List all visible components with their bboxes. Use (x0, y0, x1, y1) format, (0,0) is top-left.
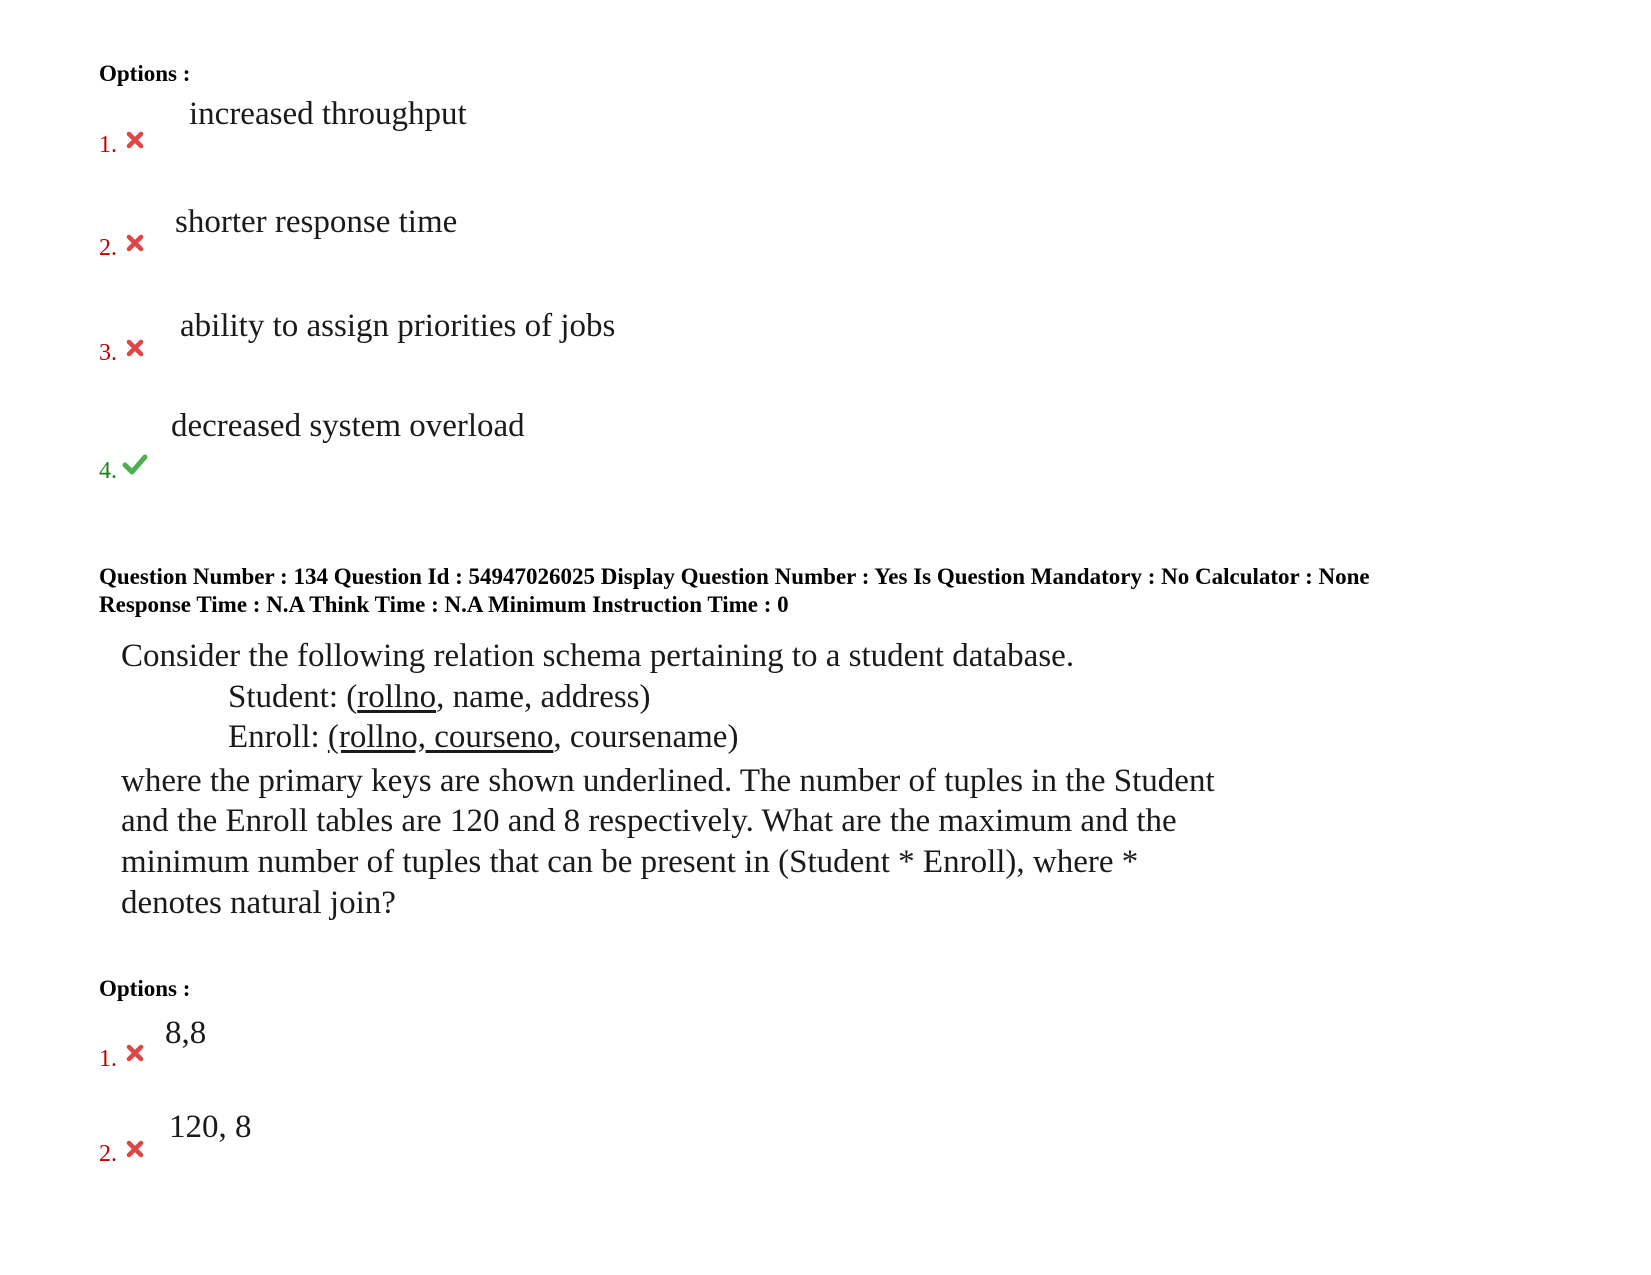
primary-key: (rollno, courseno (327, 719, 554, 755)
cross-icon (125, 130, 145, 150)
option-number: 1. (99, 1046, 117, 1072)
question-text-line: where the primary keys are shown underlined. The number of tuples in the Student (121, 763, 1215, 799)
option-number: 4. (99, 458, 117, 484)
option-text: decreased system overload (171, 408, 525, 444)
question-meta-line-2: Response Time : N.A Think Time : N.A Minimum Instruction Time : 0 (99, 592, 789, 617)
option-number: 3. (99, 340, 117, 366)
schema-name: Enroll: (228, 719, 328, 755)
option-text: ability to assign priorities of jobs (180, 308, 616, 344)
option-text: 120, 8 (169, 1109, 252, 1145)
option-number: 1. (99, 132, 117, 158)
schema-name: Student: (228, 679, 347, 715)
question-intro: Consider the following relation schema pertaining to a student database. (121, 638, 1075, 674)
check-icon (122, 453, 148, 475)
cross-icon (125, 338, 145, 358)
question-meta (99, 563, 1370, 619)
question-text-line: denotes natural join? (121, 885, 396, 921)
schema-attributes: , coursename) (553, 719, 739, 755)
cross-icon (125, 1139, 145, 1159)
option-text: shorter response time (175, 204, 458, 240)
option-text: increased throughput (189, 96, 467, 132)
options-label: Options : (99, 976, 191, 1001)
option-number: 2. (99, 1141, 117, 1167)
cross-icon (125, 233, 145, 253)
student-schema (228, 681, 651, 714)
enroll-schema (228, 721, 738, 754)
option-number: 2. (99, 235, 117, 261)
options-label: Options : (99, 61, 191, 86)
question-text-line: and the Enroll tables are 120 and 8 respectively. What are the maximum and the (121, 803, 1177, 839)
option-text: 8,8 (165, 1015, 207, 1051)
question-text-line: minimum number of tuples that can be present in (Student * Enroll), where * (121, 844, 1139, 880)
cross-icon (125, 1043, 145, 1063)
schema-attributes: , name, address) (436, 679, 651, 715)
question-meta-line-1: Question Number : 134 Question Id : 54947026025 Display Question Number : Yes Is Question Mandatory : No Calculator : None (99, 564, 1370, 589)
schema-paren: ( (346, 679, 358, 715)
primary-key: rollno (357, 679, 437, 715)
